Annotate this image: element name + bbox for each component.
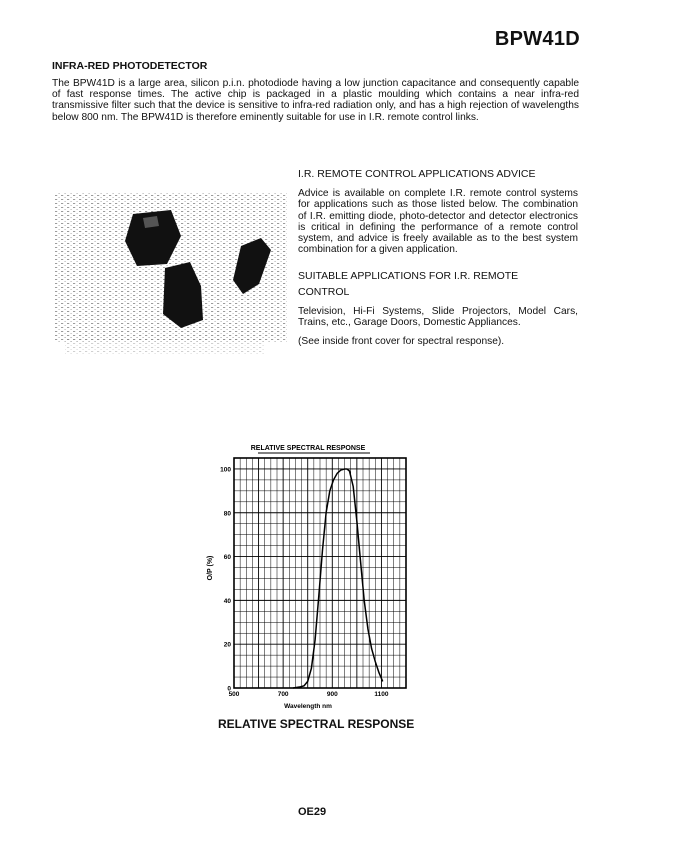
y-tick-label: 100 — [220, 466, 231, 474]
part-number: BPW41D — [494, 28, 580, 50]
x-tick-label: 500 — [228, 691, 240, 698]
product-photo — [55, 186, 287, 358]
applications-paragraph: Television, Hi-Fi Systems, Slide Projectors, Model Cars, Trains, etc., Garage Doors, Domestic Appliances. — [298, 305, 578, 329]
spectral-note: (See inside front cover for spectral response). — [298, 336, 505, 348]
section-heading: INFRA-RED PHOTODETECTOR — [52, 60, 208, 72]
x-axis-label: Wavelength nm — [284, 703, 332, 710]
chart-title: RELATIVE SPECTRAL RESPONSE — [250, 445, 366, 452]
y-axis-label: O/P (%) — [207, 555, 214, 581]
advice-paragraph: Advice is available on complete I.R. remote control systems for applications such as those listed below. The combination of I.R. emitting diode, photo-detector and detector electronics is critical in defining the performance of a remote control system, and advice is freely available as to the best system combination for a given application. — [298, 188, 578, 256]
right-column — [298, 166, 578, 348]
y-tick-label: 0 — [227, 685, 231, 693]
spectral-response-chart — [200, 436, 415, 714]
intro-paragraph: The BPW41D is a large area, silicon p.i.n. photodiode having a low junction capacitance and consequently capable of fast response times. The active chip is packaged in a plastic moulding which contains a near infra-red transmissive filter such that the device is sensitive to infra-red radiation only, and has a high rejection of wavelengths below 800 nm. The BPW41D is therefore eminently suitable for use in I.R. remote control links. — [52, 78, 579, 123]
applications-heading: SUITABLE APPLICATIONS FOR I.R. REMOTE CONTROL — [298, 269, 519, 298]
y-tick-label: 60 — [223, 554, 231, 562]
advice-heading: I.R. REMOTE CONTROL APPLICATIONS ADVICE — [298, 168, 536, 180]
y-tick-label: 40 — [223, 597, 231, 605]
y-tick-label: 20 — [223, 641, 231, 649]
x-tick-label: 700 — [277, 691, 289, 698]
x-tick-label: 1100 — [374, 691, 389, 698]
y-tick-label: 80 — [223, 510, 231, 518]
x-tick-label: 900 — [326, 691, 338, 698]
chart-caption: RELATIVE SPECTRAL RESPONSE — [218, 717, 415, 731]
page-number: OE29 — [298, 806, 327, 818]
